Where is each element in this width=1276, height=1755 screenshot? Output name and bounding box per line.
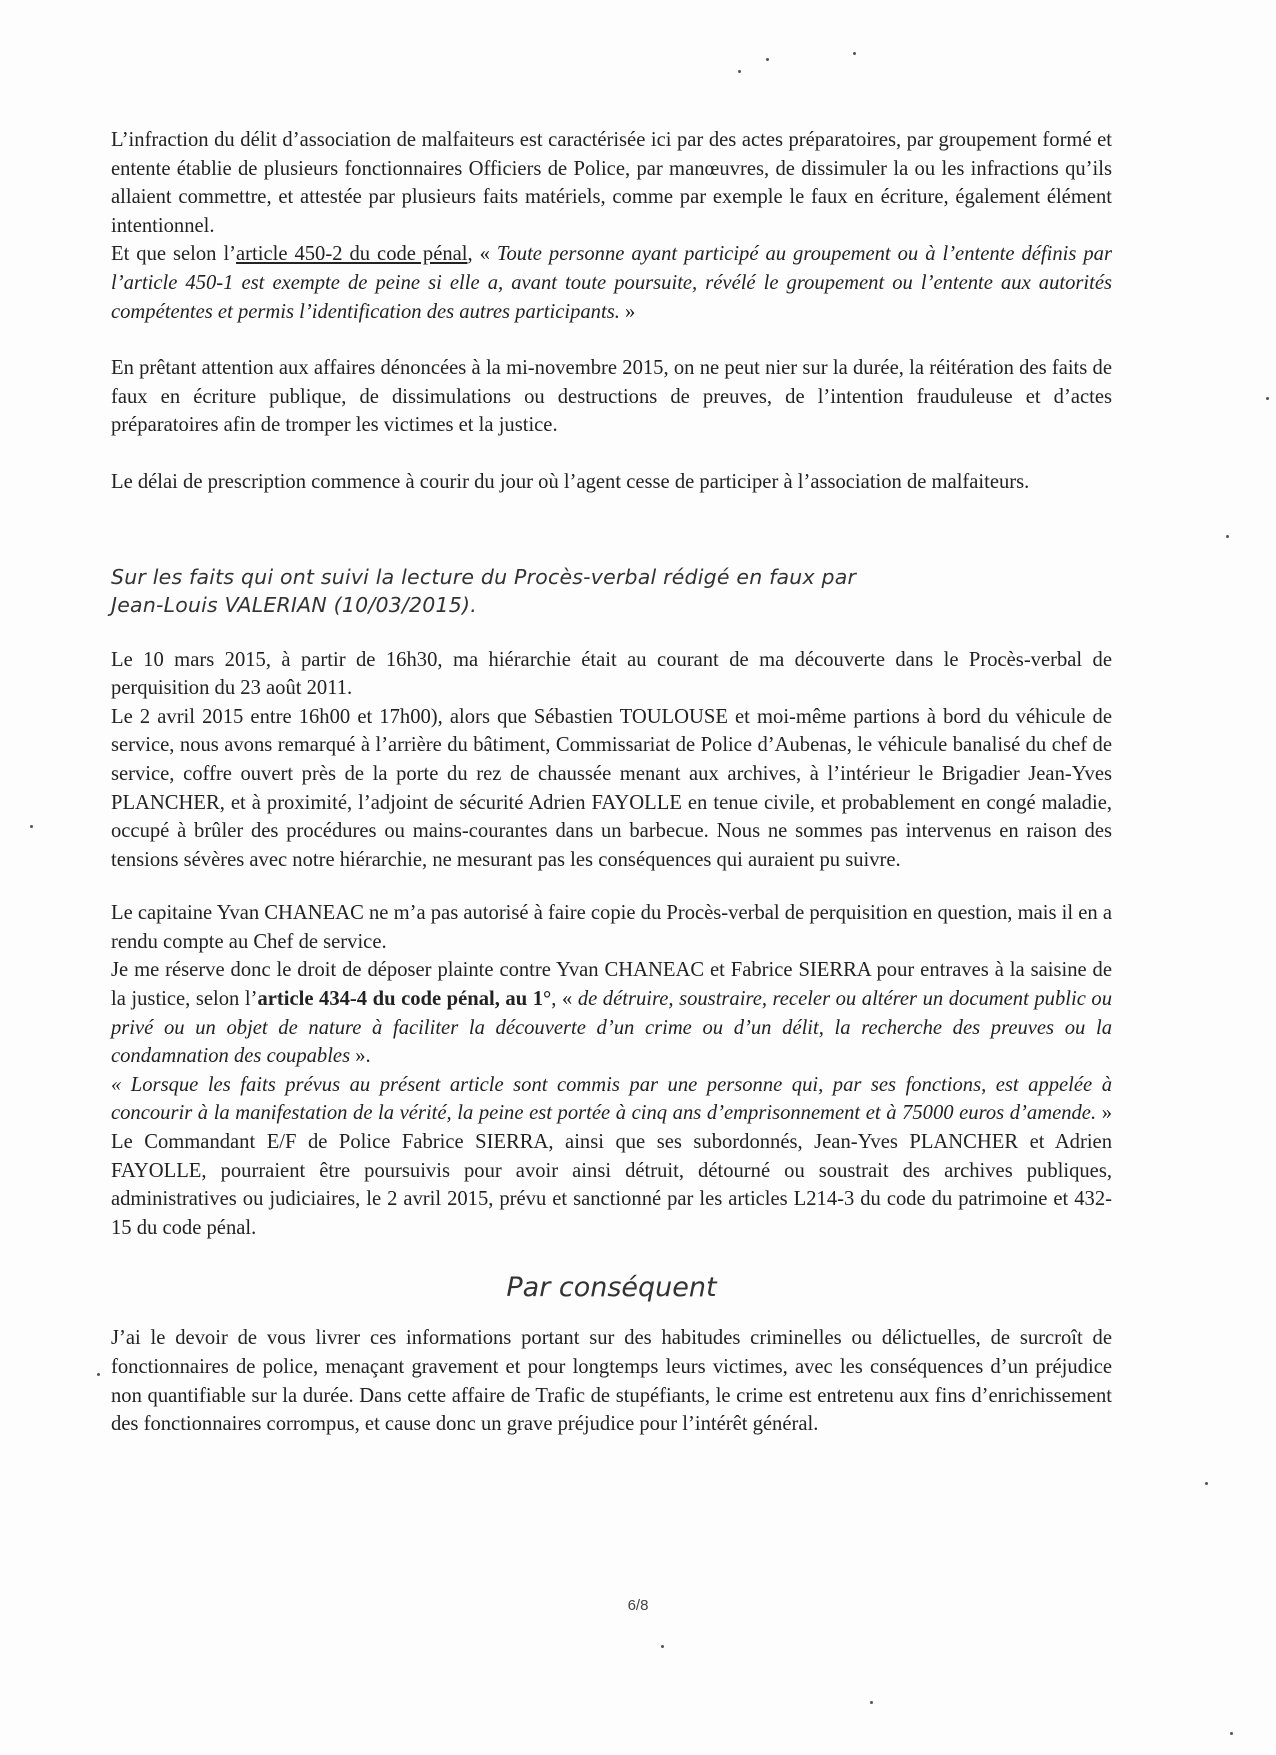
paragraph-10-mars — [111, 646, 1112, 703]
article-434-4-quote: de détruire, soustraire, receler ou altérer un document public ou privé ou un objet de nature à faciliter la découverte d’un crime ou d’un délit, la recherche des preuves ou la condamnation des coupables — [111, 988, 1112, 1068]
scan-speck — [30, 825, 33, 828]
paragraph-capitaine — [111, 899, 1112, 956]
paragraph-2-avril — [111, 703, 1112, 875]
article-434-4-quote-2: « Lorsque les faits prévus au présent article sont commis par une personne qui, par ses fonctions, est appelée à concourir à la manifestation de la vérité, la peine est portée à cinq ans d’emprisonnement et à 75000 euros d’amende. — [111, 1073, 1112, 1125]
scan-speck — [1266, 397, 1269, 400]
article-450-2-link: article 450-2 du code pénal — [236, 243, 468, 266]
paragraph-10-mars-text: Le 10 mars 2015, à partir de 16h30, ma hiérarchie était au courant de ma découverte dans le Procès-verbal de perquisition du 23 août 2011. — [111, 648, 1112, 700]
article-close: » — [619, 300, 636, 323]
plainte-intro: Je me réserve donc le droit de déposer plainte contre Yvan CHANEAC et Fabrice SIERRA pour entraves à la saisine de la justice, selon l’ — [111, 959, 1112, 1011]
paragraph-infraction-text: L’infraction du délit d’association de malfaiteurs est caractérisée ici par des actes préparatoires, par groupement formé et entente établie de plusieurs fonctionnaires Officiers de Police, par manœuvres, de dissimuler la ou les infractions qu’ils allaient commettre, et attestée par plusieurs faits matériels, comme par exemple le faux en écriture, également élément intentionnel. — [111, 129, 1112, 237]
article-intro: Et que selon l’ — [111, 243, 237, 266]
section-heading-line-1: Sur les faits qui ont suivi la lecture du Procès-verbal rédigé en faux par — [111, 564, 857, 589]
paragraph-affaires-text: En prêtant attention aux affaires dénoncées à la mi-novembre 2015, on ne peut nier sur la durée, la réitération des faits de faux en écriture publique, de dissimulations ou destructions de preuves, de l’intention frauduleuse et d’actes préparatoires afin de tromper les victimes et la justice. — [111, 357, 1112, 437]
scan-speck — [1226, 535, 1229, 538]
paragraph-conclusion-text: J’ai le devoir de vous livrer ces informations portant sur des habitudes criminelles ou délictuelles, de surcroît de fonctionnaires de police, menaçant gravement et pour longtemps leurs victimes, avec les conséquences d’un préjudice non quantifiable sur la durée. Dans cette affaire de Trafic de stupéfiants, le crime est entretenu aux fins d’enrichissement des fonctionnaires corrompus, et cause donc un grave préjudice pour l’intérêt général. — [111, 1327, 1112, 1436]
paragraph-2-avril-text: Le 2 avril 2015 entre 16h00 et 17h00), alors que Sébastien TOULOUSE et moi-même partions à bord du véhicule de service, nous avons remarqué à l’arrière du bâtiment, Commissariat de Police d’Aubenas, le véhicule banalisé du chef de service, coffre ouvert près de la porte du rez de chaussée menant aux archives, à l’intérieur le Brigadier Jean-Yves PLANCHER, et à proximité, l’adjoint de sécurité Adrien FAYOLLE en tenue civile, et probablement en congé maladie, occupé à brûler des procédures ou mains-courantes dans un barbecue. Nous ne sommes pas intervenus en raison des tensions sévères avec notre hiérarchie, ne mesurant pas les conséquences qui auraient pu suivre. — [111, 705, 1112, 871]
document-body — [111, 126, 1112, 1439]
section-heading-line-2: Jean-Louis VALERIAN (10/03/2015). — [111, 592, 477, 617]
paragraph-plainte — [111, 956, 1112, 1242]
paragraph-prescription-text: Le délai de prescription commence à courir du jour où l’agent cesse de participer à l’association de malfaiteurs. — [111, 470, 1030, 493]
paragraph-capitaine-text: Le capitaine Yvan CHANEAC ne m’a pas autorisé à faire copie du Procès-verbal de perquisition en question, mais il en a rendu compte au Chef de service. — [111, 902, 1112, 953]
plainte-separator: , « — [551, 988, 578, 1011]
scan-speck — [97, 1373, 100, 1376]
plainte-rest: » Le Commandant E/F de Police Fabrice SIERRA, ainsi que ses subordonnés, Jean-Yves PLANCHER et Adrien FAYOLLE, pourraient être poursuivis pour avoir ainsi détruit, détourné ou soustrait des archives publiques, administratives ou judiciaires, le 2 avril 2015, prévu et sanctionné par les articles L214-3 du code du patrimoine et 432-15 du code pénal. — [111, 1102, 1112, 1239]
scan-speck — [766, 58, 769, 61]
page-number: 6/8 — [627, 1597, 649, 1614]
scan-speck — [661, 1645, 664, 1648]
paragraph-conclusion — [111, 1324, 1112, 1438]
conclusion-title: Par conséquent — [506, 1272, 717, 1304]
scan-speck — [1205, 1482, 1208, 1485]
paragraph-article-450-2 — [111, 240, 1112, 326]
scan-speck — [738, 70, 741, 73]
plainte-close: ». — [350, 1045, 371, 1068]
article-separator: , « — [467, 243, 497, 266]
article-450-2-quote: Toute personne ayant participé au groupement ou à l’entente définis par l’article 450-1 est exempte de peine si elle a, avant toute poursuite, révélé le groupement ou l’entente aux autorités compétentes et permis l’identification des autres participants. — [111, 243, 1112, 323]
paragraph-prescription — [111, 468, 1112, 497]
paragraph-affaires-denoncees — [111, 354, 1112, 440]
scan-speck — [1230, 1732, 1233, 1735]
section-heading — [111, 563, 1112, 619]
scan-speck — [853, 52, 856, 55]
article-434-4: article 434-4 du code pénal, au 1° — [257, 988, 552, 1011]
paragraph-infraction — [111, 126, 1112, 240]
scan-speck — [870, 1701, 873, 1704]
